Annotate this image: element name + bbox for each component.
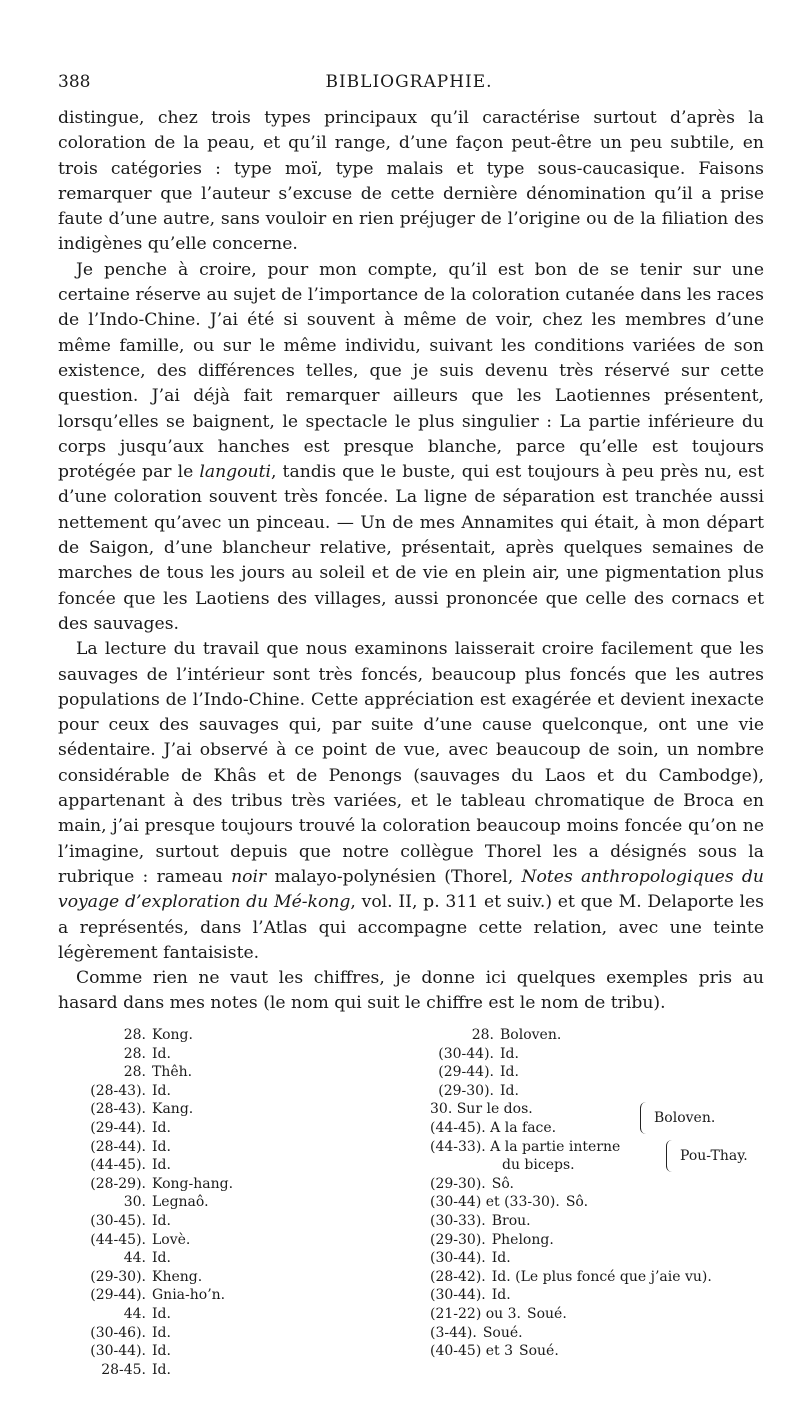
example-tribe: Id. (Le plus foncé que j’aie vu). [491, 1268, 712, 1285]
example-row [80, 1286, 340, 1305]
example-tribe: Id. [152, 1045, 171, 1062]
example-row [430, 1045, 800, 1064]
example-measurement: (28-43). [90, 1082, 146, 1099]
example-measurement: (29-44). [90, 1287, 146, 1304]
example-measurement: (30-44) et (33-30). [430, 1194, 560, 1211]
examples-list [58, 1026, 788, 1386]
example-row [80, 1249, 340, 1268]
example-tribe: Id. [500, 1045, 519, 1062]
example-row [80, 1231, 340, 1250]
example-row [430, 1286, 800, 1305]
example-tribe: Kang. [152, 1101, 194, 1118]
paragraph-fragment: Je penche à croire, pour mon compte, qu’il est bon de se tenir sur une certaine réserve au sujet de l’importance de la coloration cutanée dans les races de l’Indo-Chine. J’ai été si souvent à même de voir, chez les membres d’une même famille, ou sur le même individu, suivant les conditions variées de son existence, des différences telles, que je suis devenu très réservé sur cette question. J’ai déjà fait remarquer ailleurs que les Laotiennes présentent, lorsqu’elles se baignent, le spectacle le plus singulier : La partie inférieure du corps jusqu’aux hanches est presque blanche, parce qu’elle est toujours protégée par le [58, 259, 764, 483]
brace-line: (44-33). A la partie interne [430, 1138, 621, 1155]
brace-icon [640, 1102, 649, 1134]
examples-right-column [430, 1026, 800, 1361]
example-tribe: Id. [500, 1082, 519, 1099]
example-row [80, 1342, 340, 1361]
example-row [430, 1305, 800, 1324]
example-measurement: (29-30). [90, 1268, 146, 1285]
example-tribe: Lovè. [152, 1231, 191, 1248]
example-row [430, 1342, 800, 1361]
example-row [80, 1212, 340, 1231]
example-measurement: 28. [471, 1027, 494, 1043]
example-tribe: Sô. [565, 1194, 589, 1211]
example-row [430, 1026, 800, 1045]
example-measurement: (44-45). [90, 1157, 146, 1174]
example-measurement: (30-45). [90, 1212, 146, 1229]
example-measurement: (28-29). [90, 1175, 146, 1192]
brace-label: Pou-Thay. [680, 1147, 748, 1164]
example-row [80, 1193, 340, 1212]
example-tribe: Id. [152, 1361, 171, 1378]
brace-line: 30. Sur le dos. [430, 1101, 533, 1118]
example-measurement: (29-30). [430, 1175, 486, 1192]
example-measurement: (29-30). [430, 1231, 486, 1248]
example-measurement: (29-30). [438, 1082, 494, 1099]
example-row [80, 1100, 340, 1119]
example-row [430, 1193, 800, 1212]
example-tribe: Boloven. [500, 1027, 562, 1043]
example-measurement: (29-44). [90, 1119, 146, 1136]
examples-right-top [430, 1026, 800, 1100]
example-tribe: Id. [152, 1082, 171, 1099]
example-row [430, 1212, 800, 1231]
example-measurement: (30-44). [438, 1045, 494, 1062]
example-measurement: 44. [123, 1250, 146, 1267]
brace-line: (44-45). A la face. [430, 1119, 557, 1136]
example-row [80, 1119, 340, 1138]
italic-citation: Notes anthropologiques du voyage d’exploration du Mé-kong [58, 866, 764, 913]
example-measurement: (28-44). [90, 1138, 146, 1155]
example-measurement: (30-44). [430, 1287, 486, 1304]
paragraph [58, 258, 764, 637]
example-tribe: Id. [152, 1250, 171, 1267]
brace-group-pou-thay [430, 1138, 800, 1175]
paragraph [58, 637, 764, 966]
example-tribe: Id. [152, 1305, 171, 1322]
brace-label: Boloven. [654, 1110, 716, 1127]
example-tribe: Id. [491, 1287, 511, 1304]
example-row [80, 1138, 340, 1157]
italic-term: noir [231, 866, 267, 887]
example-tribe: Id. [152, 1138, 171, 1155]
example-row [430, 1324, 800, 1343]
example-row [430, 1175, 800, 1194]
brace-group-boloven [430, 1100, 800, 1137]
example-tribe: Brou. [491, 1212, 531, 1229]
example-tribe: Thêh. [152, 1064, 193, 1081]
example-row [430, 1268, 800, 1287]
example-row [80, 1045, 340, 1064]
example-measurement: (28-42). [430, 1268, 486, 1285]
paragraph-fragment: , vol. II, p. 311 et suiv.) et que M. Delaporte les a représentés, dans l’Atlas qui accompagne cette relation, avec une teinte légèrement fantaisiste. [58, 892, 764, 963]
example-tribe: Id. [500, 1064, 519, 1081]
example-row [430, 1249, 800, 1268]
example-row [430, 1231, 800, 1250]
example-row [430, 1063, 800, 1082]
examples-left-column [80, 1026, 340, 1379]
example-measurement: 28. [123, 1045, 146, 1062]
example-row [80, 1175, 340, 1194]
example-tribe: Soué. [519, 1343, 559, 1360]
example-tribe: Id. [152, 1324, 171, 1341]
example-row [80, 1268, 340, 1287]
example-row [80, 1082, 340, 1101]
example-measurement: 28. [123, 1064, 146, 1081]
example-measurement: 44. [123, 1305, 146, 1322]
example-measurement: (29-44). [438, 1064, 494, 1081]
example-tribe: Id. [152, 1157, 171, 1174]
example-measurement: 28. [123, 1027, 146, 1043]
example-measurement: (44-45). [90, 1231, 146, 1248]
italic-term: langouti [199, 462, 271, 483]
example-row [80, 1361, 340, 1380]
example-tribe: Phelong. [491, 1231, 554, 1248]
example-measurement: (21-22) ou 3. [430, 1305, 521, 1322]
example-measurement: (40-45) et 3 [430, 1343, 514, 1360]
brace-icon [666, 1140, 675, 1172]
paragraph: Comme rien ne vaut les chiffres, je donne ici quelques exemples pris au hasard dans mes notes (le nom qui suit le chiffre est le nom de tribu). [58, 968, 764, 1014]
example-row [80, 1026, 340, 1045]
example-tribe: Id. [152, 1343, 171, 1360]
example-measurement: (3-44). [430, 1324, 477, 1341]
example-row [80, 1305, 340, 1324]
example-tribe: Id. [152, 1212, 171, 1229]
paragraph-fragment: malayo-polynésien (Thorel, [274, 866, 514, 887]
examples-right-bottom [430, 1175, 800, 1361]
example-tribe: Legnaô. [152, 1194, 209, 1211]
example-row [80, 1063, 340, 1082]
example-tribe: Gnia-ho’n. [152, 1287, 226, 1304]
paragraph-fragment: La lecture du travail que nous examinons laisserait croire facilement que les sauvages de l’intérieur sont très foncés, beaucoup plus foncés que les autres populations de l’Indo-Chine. Cette appréciation est exagérée et devient inexacte pour ceux des sauvages qui, par suite d’une cause quelconque, ont une vie sédentaire. J’ai observé à ce point de vue, avec beaucoup de soin, un nombre considérable de Khâs et de Penongs (sauvages du Laos et du Cambodge), appartenant à des tribus très variées, et le tableau chromatique de Broca en main, j’ai presque toujours trouvé la coloration beaucoup moins foncée qu’on ne l’imagine, surtout depuis que notre collègue Thorel les a désignés sous la rubrique : rameau [58, 639, 764, 887]
example-measurement: (30-44). [90, 1343, 146, 1360]
example-row [430, 1082, 800, 1101]
page-header [58, 72, 760, 96]
example-tribe: Soué. [482, 1324, 523, 1341]
example-tribe: Id. [491, 1250, 511, 1267]
example-row [80, 1324, 340, 1343]
example-tribe: Kong. [152, 1027, 193, 1043]
page-number: 388 [58, 72, 91, 92]
example-row [80, 1156, 340, 1175]
example-measurement: 28-45. [101, 1361, 146, 1378]
brace-line: du biceps. [502, 1157, 575, 1174]
example-measurement: (30-33). [430, 1212, 486, 1229]
running-title: BIBLIOGRAPHIE. [325, 72, 493, 92]
example-tribe: Kong-hang. [152, 1175, 234, 1192]
paragraph-fragment: , tandis que le buste, qui est toujours à peu près nu, est d’une coloration souvent très foncée. La ligne de séparation est tranchée aussi nettement qu’avec un pinceau. — Un de mes Annamites qui était, à mon départ de Saigon, d’une blancheur relative, présentait, après quelques semaines de marches de tous les jours au soleil et de vie en plein air, une pigmentation plus foncée que les Laotiens des villages, aussi prononcée que celle des cornacs et des sauvages. [58, 462, 764, 634]
example-tribe: Soué. [527, 1305, 567, 1322]
example-measurement: (30-44). [430, 1250, 486, 1267]
example-measurement: (30-46). [90, 1324, 146, 1341]
example-tribe: Kheng. [152, 1268, 203, 1285]
paragraph: distingue, chez trois types principaux qu’il caractérise surtout d’après la coloration de la peau, et qu’il range, d’une façon peut-être un peu subtile, en trois catégories : type moï, type malais et type sous-caucasique. Faisons remarquer que l’auteur s’excuse de cette dernière dénomination qu’il a prise faute d’une autre, sans vouloir en rien préjuger de l’origine ou de la filiation des indigènes qu’elle concerne. [58, 108, 764, 255]
example-measurement: (28-43). [90, 1101, 146, 1118]
example-measurement: 30. [123, 1194, 146, 1211]
example-tribe: Id. [152, 1119, 171, 1136]
example-tribe: Sô. [491, 1175, 514, 1192]
body-text [58, 106, 764, 1017]
